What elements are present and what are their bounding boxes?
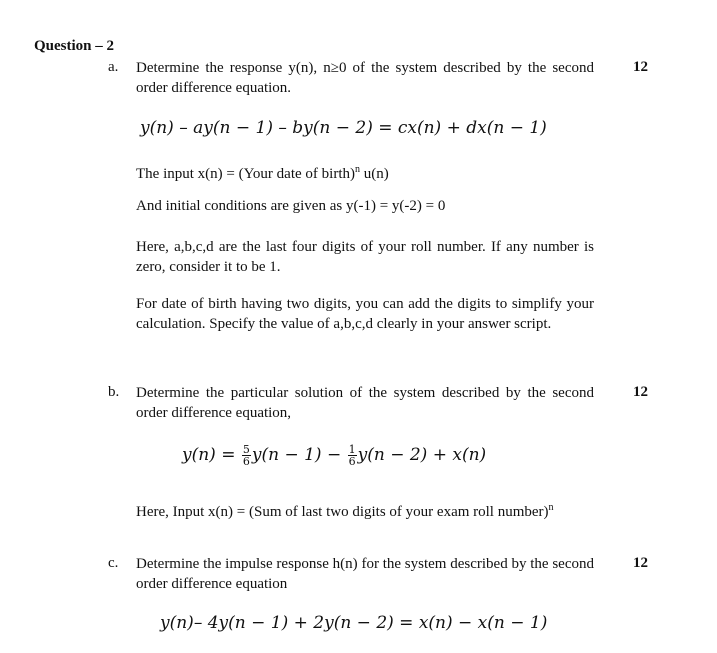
- part-a-input-suffix: u(n): [359, 166, 389, 182]
- part-a-marks: 12: [633, 59, 648, 75]
- part-a-input-exponent: n: [354, 164, 360, 175]
- part-b-marks: 12: [633, 384, 648, 400]
- part-a-input: [136, 160, 594, 185]
- part-b-eq-lhs: y(n) =: [182, 445, 241, 465]
- part-c-label: c.: [108, 555, 119, 571]
- part-b-fraction-1: [242, 444, 251, 467]
- part-c-equation: y(n)– 4y(n − 1) + 2y(n − 2) = x(n) − x(n − 1): [160, 613, 548, 633]
- part-a-intro: Determine the response y(n), n≥0 of the system described by the second order difference equation.: [136, 60, 594, 96]
- part-a-roll-note: Here, a,b,c,d are the last four digits of your roll number. If any number is zero, consider it to be 1.: [136, 239, 594, 275]
- part-b-label: b.: [108, 384, 120, 400]
- part-b-input: [136, 498, 594, 523]
- part-c-marks: 12: [633, 555, 648, 571]
- part-b-fraction-1-denominator: 6: [242, 455, 250, 468]
- part-a-equation: y(n) – ay(n − 1) – by(n − 2) = cx(n) + dx(n − 1): [140, 118, 547, 138]
- part-b-eq-end: y(n − 2) + x(n): [357, 445, 487, 465]
- part-c-intro: Determine the impulse response h(n) for the system described by the second order difference equation: [136, 556, 594, 592]
- part-a-input-text: The input x(n) = (Your date of birth): [136, 166, 355, 182]
- part-b-equation: [182, 444, 486, 467]
- part-b-eq-mid: y(n − 1) −: [251, 445, 347, 465]
- part-a-label: a.: [108, 59, 119, 75]
- part-b-fraction-2-numerator: 1: [348, 443, 356, 456]
- part-b-fraction-1-numerator: 5: [242, 443, 250, 456]
- part-b-fraction-2-denominator: 6: [348, 455, 356, 468]
- part-b-intro: Determine the particular solution of the system described by the second order difference equation,: [136, 385, 594, 421]
- question-title: Question – 2: [34, 38, 115, 54]
- part-a-dob-note: For date of birth having two digits, you can add the digits to simplify your calculation. Specify the value of a,b,c,d clearly in your answer script.: [136, 296, 594, 332]
- part-b-input-text: Here, Input x(n) = (Sum of last two digits of your exam roll number): [136, 504, 549, 520]
- part-b-input-exponent: n: [548, 502, 554, 513]
- part-a-initial-conditions: And initial conditions are given as y(-1) = y(-2) = 0: [136, 198, 446, 214]
- part-b-fraction-2: [348, 444, 357, 467]
